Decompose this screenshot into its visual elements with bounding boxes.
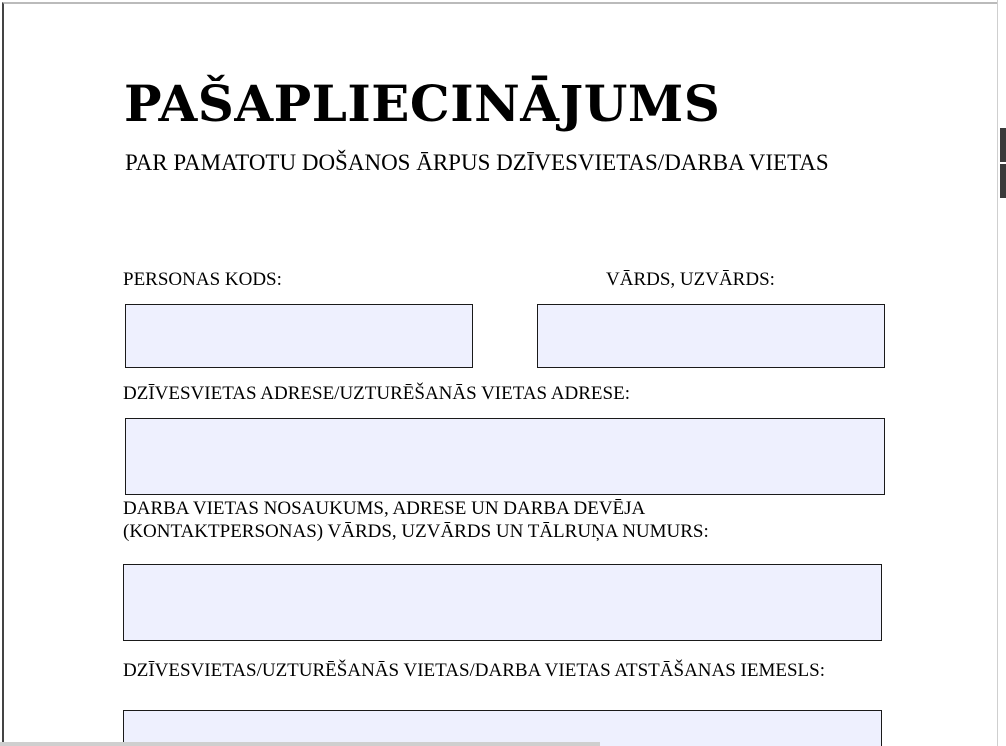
horizontal-scrollbar[interactable] bbox=[0, 742, 600, 746]
leave-reason-label: DZĪVESVIETAS/UZTURĒŠANĀS VIETAS/DARBA VIETAS ATSTĀŠANAS IEMESLS: bbox=[123, 660, 826, 681]
personal-code-field[interactable] bbox=[125, 304, 473, 368]
leave-reason-field[interactable] bbox=[123, 710, 882, 746]
residence-address-field[interactable] bbox=[125, 418, 885, 495]
full-name-field[interactable] bbox=[537, 304, 885, 368]
document-page bbox=[2, 2, 1000, 746]
residence-address-label: DZĪVESVIETAS ADRESE/UZTURĒŠANĀS VIETAS ADRESE: bbox=[123, 383, 630, 404]
document-title: PAŠAPLIECINĀJUMS bbox=[124, 74, 721, 133]
vertical-scrollbar[interactable] bbox=[997, 0, 1006, 746]
workplace-field[interactable] bbox=[123, 564, 882, 641]
document-subtitle: PAR PAMATOTU DOŠANOS ĀRPUS DZĪVESVIETAS/DARBA VIETAS bbox=[125, 150, 829, 175]
scroll-marker bbox=[1000, 164, 1006, 198]
personal-code-label: PERSONAS KODS: bbox=[123, 269, 282, 290]
scroll-marker bbox=[1000, 128, 1006, 162]
workplace-label: DARBA VIETAS NOSAUKUMS, ADRESE UN DARBA DEVĒJA (KONTAKTPERSONAS) VĀRDS, UZVĀRDS UN TĀLRUŅA NUMURS: bbox=[123, 498, 709, 542]
full-name-label: VĀRDS, UZVĀRDS: bbox=[606, 269, 775, 290]
